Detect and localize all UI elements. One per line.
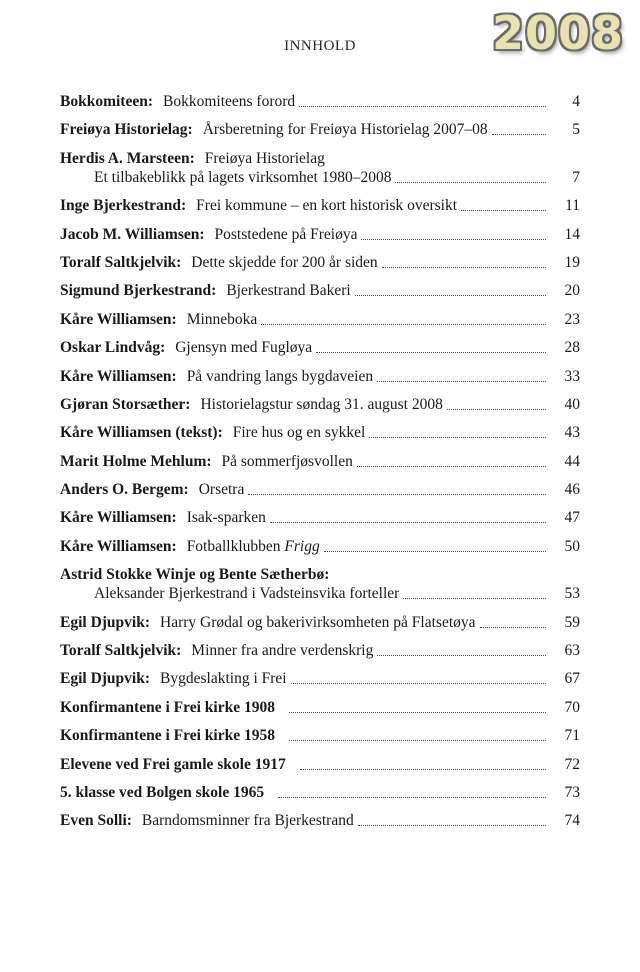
dot-leader <box>316 352 546 353</box>
dot-leader <box>278 797 546 798</box>
dot-leader <box>355 295 546 296</box>
toc-author: Konfirmantene i Frei kirke 1908 <box>60 698 275 716</box>
dot-leader <box>369 437 546 438</box>
dot-leader <box>461 210 546 211</box>
toc-page-number: 63 <box>564 642 580 660</box>
toc-author: Kåre Williamsen: <box>60 310 177 328</box>
toc-title-wrap <box>199 480 245 499</box>
toc-author: Konfirmantene i Frei kirke 1958 <box>60 727 275 745</box>
dot-leader <box>289 712 546 713</box>
toc-title-wrap <box>187 537 320 556</box>
dot-leader <box>324 551 546 552</box>
toc-page-number: 14 <box>564 225 580 243</box>
toc-title: Gjensyn med Fugløya <box>175 339 313 357</box>
toc-title-wrap <box>196 196 457 215</box>
toc-page-number: 23 <box>564 310 580 328</box>
toc-author: Herdis A. Marsteen: <box>60 149 195 167</box>
toc-page-number: 11 <box>565 197 580 215</box>
toc-entry <box>60 755 580 774</box>
toc-author: Marit Holme Mehlum: <box>60 452 212 470</box>
toc-entry <box>60 395 580 414</box>
dot-leader <box>492 134 546 135</box>
toc-title: Poststedene på Freiøya <box>214 225 358 243</box>
toc-title: På vandring langs bygdaveien <box>186 367 374 385</box>
toc-title-wrap <box>175 338 312 357</box>
toc-entry <box>60 92 580 111</box>
toc-page-number: 47 <box>564 509 580 527</box>
toc-page-number: 67 <box>564 670 580 688</box>
dot-leader <box>403 598 546 599</box>
toc-page-number: 5 <box>572 121 580 139</box>
toc-page-number: 19 <box>564 253 580 271</box>
dot-leader <box>261 324 546 325</box>
toc-author: Astrid Stokke Winje og Bente Sætherbø: <box>60 566 330 584</box>
toc-title: Barndomsminner fra Bjerkestrand <box>141 812 354 830</box>
toc-page-number: 43 <box>564 424 580 442</box>
toc-entry <box>60 669 580 688</box>
toc-entry <box>60 613 580 632</box>
dot-leader <box>291 683 546 684</box>
toc-author: Oskar Lindvåg: <box>60 339 166 357</box>
toc-page-number: 59 <box>564 613 580 631</box>
toc-title-wrap <box>187 310 258 329</box>
year-badge: 2008 <box>491 6 624 60</box>
dot-leader <box>299 106 546 107</box>
toc-title: Isak-sparken <box>186 509 266 527</box>
toc-title: Orsetra <box>198 481 245 499</box>
toc-entry <box>60 565 580 603</box>
toc-subtitle: Et tilbakeblikk på lagets virksomhet 1980–2008 <box>94 168 392 186</box>
toc-title: Fire hus og en sykkel <box>232 424 366 442</box>
toc-page-number: 33 <box>564 367 580 385</box>
toc-entry <box>60 338 580 357</box>
toc-title: Minneboka <box>186 310 258 328</box>
toc-title: På sommerfjøsvollen <box>221 452 353 470</box>
dot-leader <box>377 655 546 656</box>
table-of-contents <box>60 92 580 840</box>
dot-leader <box>447 409 546 410</box>
toc-title-wrap <box>187 508 266 527</box>
toc-author: Inge Bjerkestrand: <box>60 197 187 215</box>
toc-author: Elevene ved Frei gamle skole 1917 <box>60 755 286 773</box>
toc-title: Bokkomiteens forord <box>163 93 296 110</box>
toc-entry <box>60 537 580 556</box>
toc-title-wrap <box>191 641 373 660</box>
toc-entry <box>60 196 580 215</box>
toc-author: Kåre Williamsen: <box>60 537 177 555</box>
toc-title: Historielagstur søndag 31. august 2008 <box>200 395 443 413</box>
toc-page-number: 72 <box>564 755 580 773</box>
dot-leader <box>480 627 546 628</box>
toc-page-number: 44 <box>564 452 580 470</box>
toc-author: Kåre Williamsen: <box>60 509 177 527</box>
toc-title: Harry Grødal og bakerivirksomheten på Flatsetøya <box>160 613 476 631</box>
toc-entry <box>60 783 580 802</box>
toc-entry <box>60 253 580 272</box>
toc-author: Kåre Williamsen: <box>60 367 177 385</box>
toc-entry <box>60 423 580 442</box>
toc-title: Dette skjedde for 200 år siden <box>191 253 378 271</box>
toc-title-wrap <box>142 811 354 830</box>
toc-page-number: 28 <box>564 339 580 357</box>
dot-leader <box>248 494 546 495</box>
toc-page-number: 7 <box>572 168 580 186</box>
toc-page-number: 70 <box>564 698 580 716</box>
toc-author: Anders O. Bergem: <box>60 481 189 499</box>
toc-title-italic: Frigg <box>284 537 320 555</box>
toc-page-number: 4 <box>572 93 580 110</box>
toc-page-number: 50 <box>564 537 580 555</box>
toc-author: Freiøya Historielag: <box>60 121 193 139</box>
toc-title: Bygdeslakting i Frei <box>160 670 287 688</box>
toc-entry <box>60 698 580 717</box>
toc-subtitle: Aleksander Bjerkestrand i Vadsteinsvika forteller <box>94 585 400 603</box>
toc-entry <box>60 726 580 745</box>
dot-leader <box>382 267 546 268</box>
toc-author: Bokkomiteen: <box>60 93 153 110</box>
toc-page-number: 73 <box>564 783 580 801</box>
toc-title-wrap <box>200 395 442 414</box>
dot-leader <box>395 182 546 183</box>
dot-leader <box>377 381 546 382</box>
toc-author: Kåre Williamsen (tekst): <box>60 424 223 442</box>
page-title: INNHOLD <box>284 38 356 54</box>
toc-title: Minner fra andre verdenskrig <box>191 642 374 660</box>
toc-author: Egil Djupvik: <box>60 670 151 688</box>
dot-leader <box>289 740 546 741</box>
toc-title: Årsberetning for Freiøya Historielag 2007–08 <box>202 121 488 139</box>
toc-title-wrap <box>187 367 373 386</box>
toc-title: Bjerkestrand Bakeri <box>226 282 351 300</box>
toc-author: Even Solli: <box>60 812 132 830</box>
toc-entry <box>60 480 580 499</box>
toc-author: Egil Djupvik: <box>60 613 151 631</box>
toc-title-wrap <box>222 452 353 471</box>
toc-author: 5. klasse ved Bolgen skole 1965 <box>60 783 265 801</box>
toc-entry <box>60 811 580 830</box>
dot-leader <box>361 239 546 240</box>
toc-entry <box>60 452 580 471</box>
toc-entry <box>60 149 580 187</box>
toc-author: Gjøran Storsæther: <box>60 395 191 413</box>
toc-title: Freiøya Historielag <box>204 149 325 167</box>
toc-author: Toralf Saltkjelvik: <box>60 642 182 660</box>
toc-title-wrap <box>215 225 358 244</box>
toc-title-wrap <box>191 253 377 272</box>
toc-author: Jacob M. Williamsen: <box>60 225 205 243</box>
dot-leader <box>358 825 546 826</box>
dot-leader <box>357 466 546 467</box>
dot-leader <box>270 522 546 523</box>
toc-title: Fotballklubben <box>186 537 285 555</box>
toc-page-number: 46 <box>564 481 580 499</box>
toc-title-wrap <box>203 120 488 139</box>
toc-entry <box>60 225 580 244</box>
toc-page-number: 74 <box>564 812 580 830</box>
toc-page-number: 53 <box>564 585 580 603</box>
toc-page-number: 40 <box>564 395 580 413</box>
toc-author: Sigmund Bjerkestrand: <box>60 282 217 300</box>
toc-entry <box>60 120 580 139</box>
toc-author: Toralf Saltkjelvik: <box>60 253 182 271</box>
toc-title-wrap <box>160 613 476 632</box>
dot-leader <box>300 769 546 770</box>
toc-title: Frei kommune – en kort historisk oversikt <box>196 197 458 215</box>
toc-entry <box>60 310 580 329</box>
toc-page-number: 20 <box>564 282 580 300</box>
toc-title-wrap <box>160 669 287 688</box>
toc-entry <box>60 367 580 386</box>
toc-entry <box>60 508 580 527</box>
toc-title-wrap <box>226 281 350 300</box>
toc-page-number: 71 <box>564 727 580 745</box>
toc-title-wrap <box>163 92 295 111</box>
toc-title-wrap <box>233 423 366 442</box>
toc-entry <box>60 281 580 300</box>
toc-entry <box>60 641 580 660</box>
